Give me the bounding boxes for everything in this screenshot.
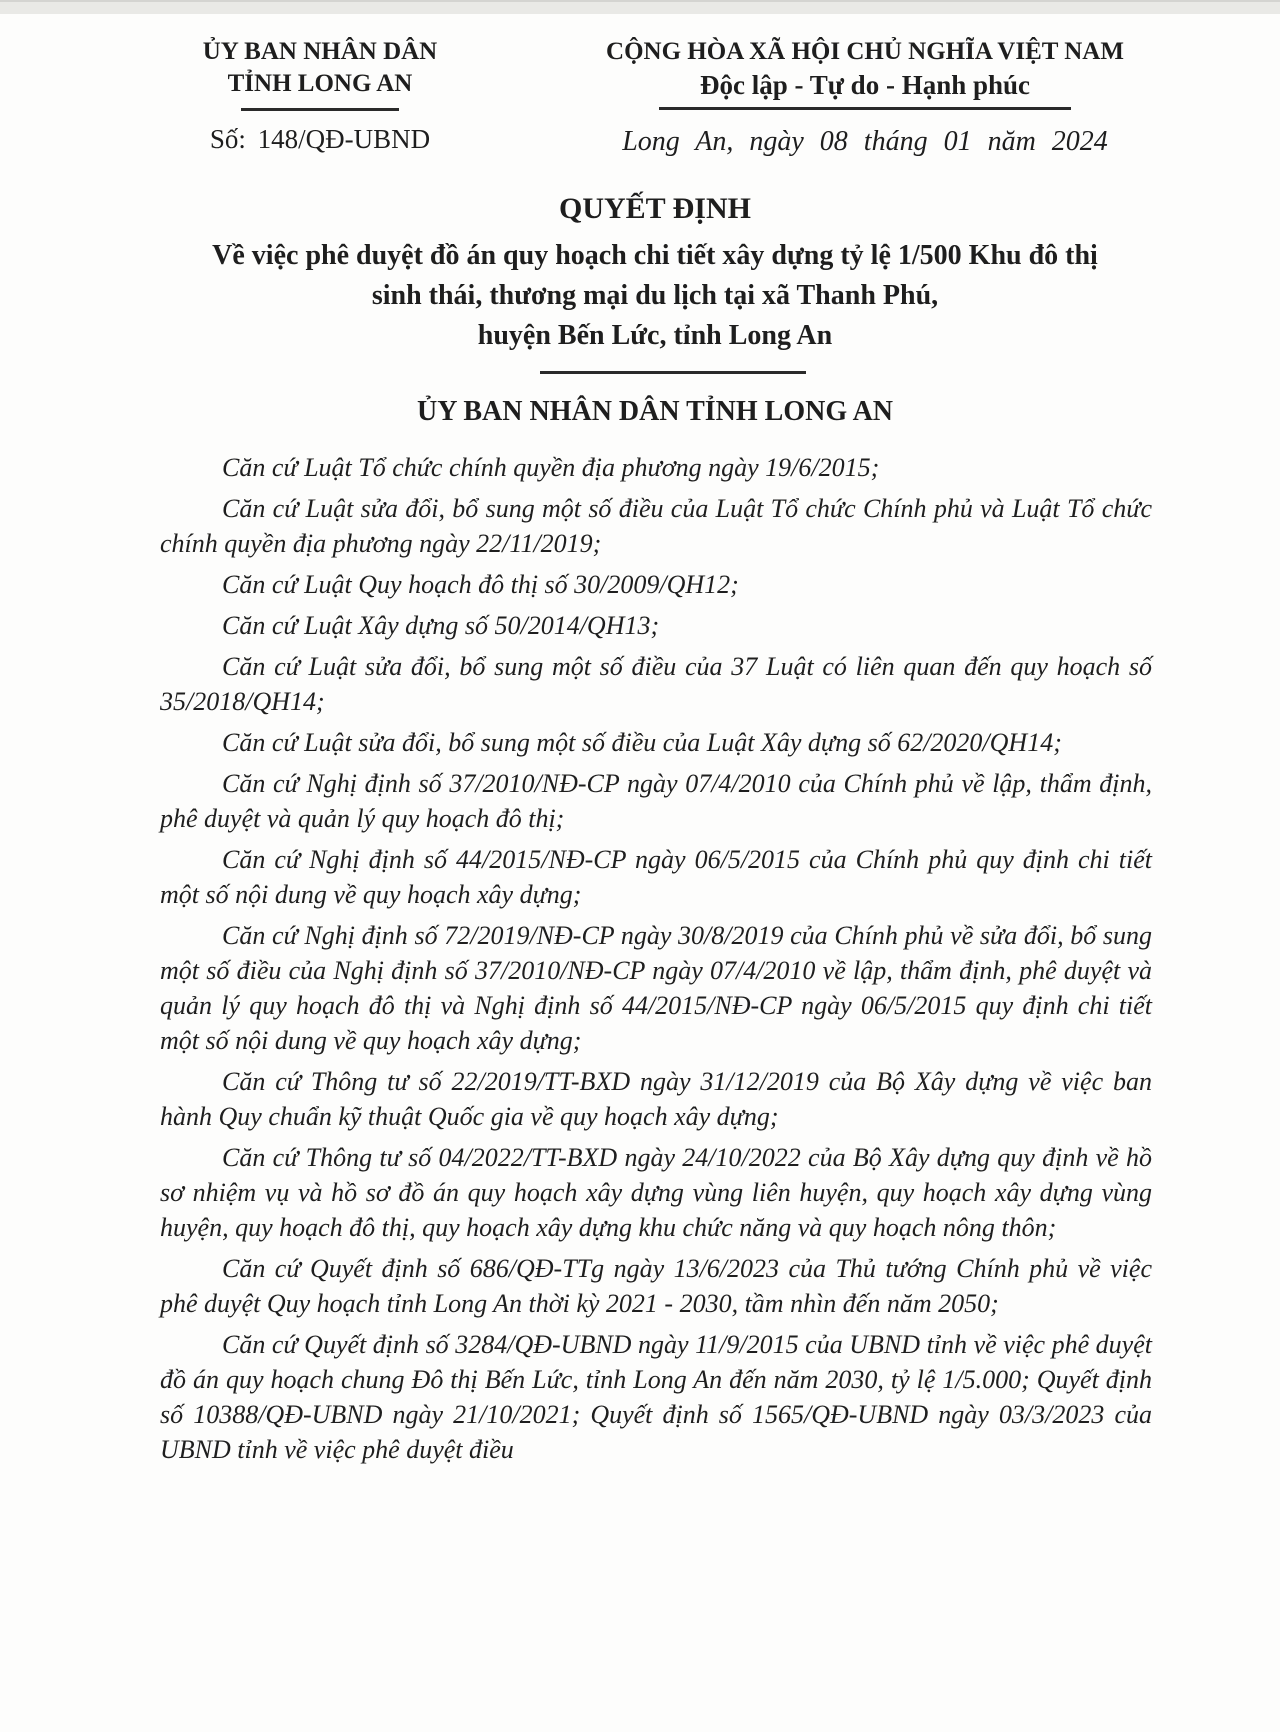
national-header-line2: Độc lập - Tự do - Hạnh phúc <box>699 70 1031 100</box>
title-separator-rule <box>540 371 806 374</box>
national-header-line1: CỘNG HÒA XÃ HỘI CHỦ NGHĨA VIỆT NAM <box>606 38 1124 65</box>
decision-subject-line1: Về việc phê duyệt đồ án quy hoạch chi tiết xây dựng tỷ lệ 1/500 Khu đô thị <box>212 240 1098 271</box>
body-paragraph: Căn cứ Nghị định số 44/2015/NĐ-CP ngày 06/5/2015 của Chính phủ quy định chi tiết một số nội dung về quy hoạch xây dựng; <box>160 845 1152 909</box>
decision-subject-line3: huyện Bến Lức, tỉnh Long An <box>477 320 833 351</box>
decision-subject <box>160 236 1150 356</box>
body-paragraph: Căn cứ Luật sửa đổi, bổ sung một số điều của Luật Xây dựng số 62/2020/QH14; <box>222 728 1062 757</box>
place-date-line: Long An, ngày 08 tháng 01 năm 2024 <box>622 126 1108 157</box>
body-paragraph: Căn cứ Thông tư số 22/2019/TT-BXD ngày 31/12/2019 của Bộ Xây dựng về việc ban hành Quy chuẩn kỹ thuật Quốc gia về quy hoạch xây dựng; <box>160 1067 1152 1131</box>
body-paragraph: Căn cứ Nghị định số 37/2010/NĐ-CP ngày 07/4/2010 của Chính phủ về lập, thẩm định, phê duyệt và quản lý quy hoạch đô thị; <box>160 769 1152 833</box>
authority-underline <box>241 108 399 111</box>
body-paragraph: Căn cứ Luật Quy hoạch đô thị số 30/2009/QH12; <box>222 570 739 599</box>
body-paragraph: Căn cứ Quyết định số 686/QĐ-TTg ngày 13/6/2023 của Thủ tướng Chính phủ về việc phê duyệt Quy hoạch tỉnh Long An thời kỳ 2021 - 2030, tầm nhìn đến năm 2050; <box>160 1254 1152 1318</box>
document-number: Số: 148/QĐ-UBND <box>209 124 431 154</box>
body-paragraph: Căn cứ Quyết định số 3284/QĐ-UBND ngày 11/9/2015 của UBND tỉnh về việc phê duyệt đồ án quy hoạch chung Đô thị Bến Lức, tỉnh Long An đến năm 2030, tỷ lệ 1/5.000; Quyết định số 10388/QĐ-UBND ngày 21/10/2021; Quyết định số 1565/QĐ-UBND ngày 03/3/2023 của UBND tỉnh về việc phê duyệt điều <box>160 1330 1152 1464</box>
body-paragraph: Căn cứ Nghị định số 72/2019/NĐ-CP ngày 30/8/2019 của Chính phủ về sửa đổi, bổ sung một số điều của Nghị định số 37/2010/NĐ-CP ngày 07/4/2010 về lập, thẩm định, phê duyệt và quản lý quy hoạch đô thị và Nghị định số 44/2015/NĐ-CP ngày 06/5/2015 quy định chi tiết một số nội dung về quy hoạch xây dựng; <box>160 921 1152 1055</box>
issuing-authority-line2: TỈNH LONG AN <box>227 70 413 97</box>
body-paragraph: Căn cứ Thông tư số 04/2022/TT-BXD ngày 24/10/2022 của Bộ Xây dựng quy định về hồ sơ nhiệm vụ và hồ sơ đồ án quy hoạch xây dựng vùng liên huyện, quy hoạch xây dựng vùng huyện, quy hoạch đô thị, quy hoạch xây dựng khu chức năng và quy hoạch nông thôn; <box>160 1143 1152 1242</box>
issuing-authority-block <box>150 36 490 111</box>
legal-basis-section <box>160 450 1152 1473</box>
body-paragraph: Căn cứ Luật Tổ chức chính quyền địa phương ngày 19/6/2015; <box>222 453 880 482</box>
motto-underline <box>659 107 1071 110</box>
decision-subject-line2: sinh thái, thương mại du lịch tại xã Thanh Phú, <box>371 280 939 311</box>
scan-edge <box>0 0 1280 14</box>
issuer-heading: ỦY BAN NHÂN DÂN TỈNH LONG AN <box>416 396 894 427</box>
body-paragraph: Căn cứ Luật sửa đổi, bổ sung một số điều của Luật Tổ chức Chính phủ và Luật Tổ chức chính quyền địa phương ngày 22/11/2019; <box>160 494 1152 558</box>
national-motto-block <box>515 36 1215 110</box>
body-paragraph: Căn cứ Luật sửa đổi, bổ sung một số điều của 37 Luật có liên quan đến quy hoạch số 35/2018/QH14; <box>160 652 1152 716</box>
issuing-authority-line1: ỦY BAN NHÂN DÂN <box>202 38 438 65</box>
decision-heading: QUYẾT ĐỊNH <box>559 192 751 225</box>
body-paragraph: Căn cứ Luật Xây dựng số 50/2014/QH13; <box>222 611 660 640</box>
